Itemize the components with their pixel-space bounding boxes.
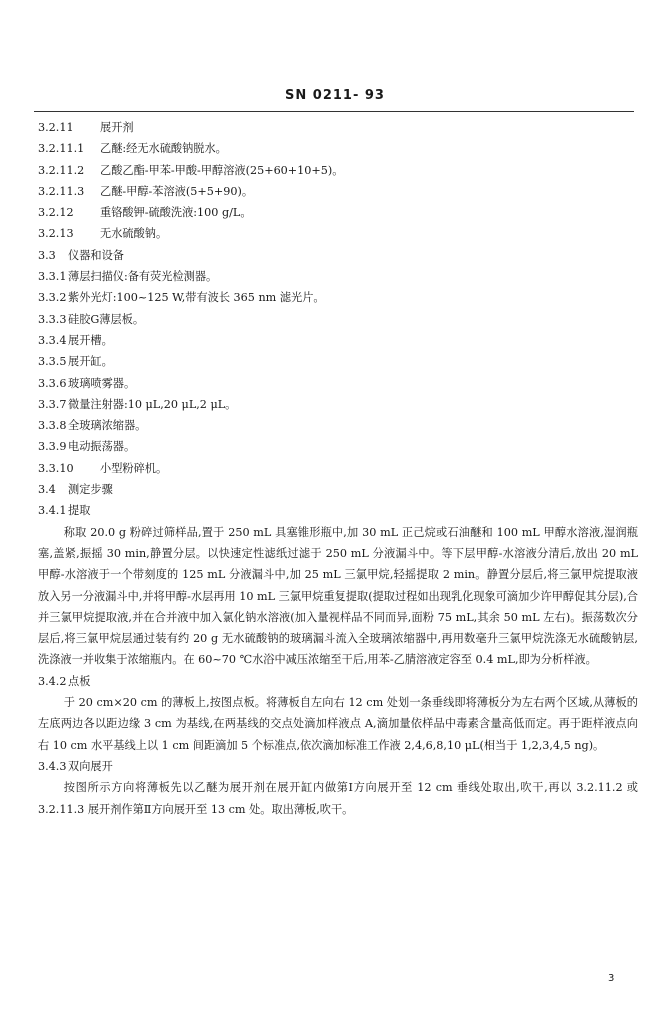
section-text: 仪器和设备 — [68, 248, 124, 262]
section-item — [38, 117, 638, 138]
section-item — [38, 330, 638, 351]
section-item — [38, 500, 638, 521]
section-number: 3.3.2 — [38, 291, 67, 305]
section-item — [38, 394, 638, 415]
section-number: 3.2.11.1 — [38, 142, 85, 156]
section-number: 3.2.12 — [38, 206, 74, 220]
section-heading-3-4-2 — [38, 671, 638, 692]
section-number: 3.2.11.3 — [38, 184, 85, 198]
section-heading-3-4-3 — [38, 756, 638, 777]
section-text: 展开缸。 — [68, 355, 113, 369]
section-text: 测定步骤 — [68, 483, 113, 497]
section-text: 乙醚:经无水硫酸钠脱水。 — [100, 142, 227, 156]
extraction-paragraph: 称取 20.0 g 粉碎过筛样品,置于 250 mL 具塞锥形瓶中,加 30 mL 正己烷或石油醚和 100 mL 甲醇水溶液,湿润瓶塞,盖紧,振摇 30 min,静置分层。以快速定性滤纸过滤于 250 mL 分液漏斗中。等下层甲醇-水溶液分清后,放出 20 mL 甲醇-水溶液于一个带刻度的 125 mL 分液漏斗中,加 25 mL 三氯甲烷,轻摇提取 2 min。静置分层后,将三氯甲烷提取液放入另一分液漏斗中,并将甲醇-水层再用 10 mL 三氯甲烷重复提取(提取过程如出现乳化现象可滴加少许甲醇促其分层),合并三氯甲烷提取液,并在合并液中加入氯化钠水溶液(加入量视样品不同而异,面粉 75 mL,其余 50 mL 左右)。振荡数次分层后,将三氯甲烷层通过装有约 20 g 无水硫酸钠的玻璃漏斗流入全玻璃浓缩器中,再用数毫升三氯甲烷洗涤无水硫酸钠层,洗涤液一并收集于浓缩瓶内。在 60~70 ℃水浴中减压浓缩至干后,用苯-乙腈溶液定容至 0.4 mL,即为分析样液。 — [38, 525, 638, 667]
section-item — [38, 223, 638, 244]
section-item — [38, 458, 638, 479]
section-number: 3.2.11 — [38, 121, 74, 134]
section-text: 展开槽。 — [68, 333, 113, 347]
section-number: 3.4.2 — [38, 674, 67, 688]
section-item — [38, 266, 638, 287]
section-item — [38, 138, 638, 159]
section-item — [38, 181, 638, 202]
section-title: 点板 — [68, 674, 91, 688]
section-title: 双向展开 — [68, 759, 113, 773]
section-text: 展开剂 — [100, 121, 134, 134]
section-number: 3.3.8 — [38, 419, 67, 433]
section-text: 乙酸乙酯-甲苯-甲酸-甲醇溶液(25+60+10+5)。 — [100, 163, 344, 177]
section-text: 全玻璃浓缩器。 — [68, 419, 147, 433]
section-text: 紫外光灯:100~125 W,带有波长 365 nm 滤光片。 — [68, 291, 325, 305]
section-text: 提取 — [68, 504, 91, 518]
header-rule — [34, 111, 634, 112]
page-number: 3 — [608, 973, 615, 984]
section-list — [38, 117, 638, 522]
section-number: 3.3 — [38, 248, 56, 262]
section-number: 3.4.3 — [38, 759, 67, 773]
section-text: 玻璃喷雾器。 — [68, 376, 136, 390]
section-number: 3.4.1 — [38, 504, 67, 518]
section-number: 3.3.4 — [38, 333, 67, 347]
document-body — [38, 117, 638, 820]
section-item — [38, 373, 638, 394]
section-number: 3.3.10 — [38, 461, 74, 475]
section-number: 3.3.7 — [38, 397, 67, 411]
section-text: 薄层扫描仪:备有荧光检测器。 — [68, 270, 218, 284]
section-text: 无水硫酸钠。 — [100, 227, 168, 241]
section-item — [38, 160, 638, 181]
section-number: 3.2.11.2 — [38, 163, 85, 177]
section-number: 3.3.3 — [38, 312, 67, 326]
section-text: 小型粉碎机。 — [100, 461, 168, 475]
section-number: 3.2.13 — [38, 227, 74, 241]
section-text: 电动振荡器。 — [68, 440, 136, 454]
spotting-paragraph: 于 20 cm×20 cm 的薄板上,按图点板。将薄板自左向右 12 cm 处划一条垂线即将薄板分为左右两个区域,从薄板的左底两边各以距边缘 3 cm 为基线,在两基线的交点处滴加样液点 A,滴加量依样品中毒素含量高低而定。再于距样液点向右 10 cm 水平基线上以 1 cm 间距滴加 5 个标准点,依次滴加标准工作液 2,4,6,8,10 μL(相当于 1,2,3,4,5 ng)。 — [38, 696, 638, 752]
section-number: 3.3.1 — [38, 270, 67, 284]
development-paragraph: 按图所示方向将薄板先以乙醚为展开剂在展开缸内做第Ⅰ方向展开至 12 cm 垂线处取出,吹干,再以 3.2.11.2 或 3.2.11.3 展开剂作第Ⅱ方向展开至 13 cm 处。取出薄板,吹干。 — [38, 781, 638, 816]
section-item — [38, 287, 638, 308]
section-text: 重铬酸钾-硫酸洗液:100 g/L。 — [100, 206, 252, 220]
section-number: 3.3.9 — [38, 440, 67, 454]
section-number: 3.3.6 — [38, 376, 67, 390]
section-number: 3.3.5 — [38, 355, 67, 369]
section-text: 硅胶G薄层板。 — [68, 312, 145, 326]
section-item — [38, 415, 638, 436]
section-item — [38, 245, 638, 266]
standard-code-header: SN 0211- 93 — [285, 88, 385, 103]
section-number: 3.4 — [38, 483, 56, 497]
section-item — [38, 351, 638, 372]
section-item — [38, 309, 638, 330]
section-item — [38, 202, 638, 223]
section-item — [38, 436, 638, 457]
section-item — [38, 479, 638, 500]
section-text: 微量注射器:10 μL,20 μL,2 μL。 — [68, 397, 237, 411]
section-text: 乙醚-甲醇-苯溶液(5+5+90)。 — [100, 184, 254, 198]
